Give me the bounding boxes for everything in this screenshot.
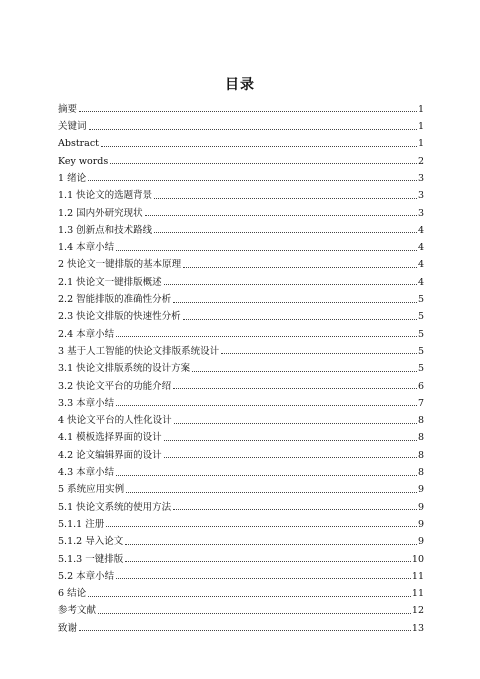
- toc-entry-page: 9: [417, 484, 424, 496]
- toc-entry-page: 7: [417, 397, 424, 409]
- toc-entry-label: 2.3 快论文排版的快速性分析: [58, 311, 181, 323]
- toc-leader-dots: [116, 474, 417, 476]
- toc-leader-dots: [110, 162, 417, 164]
- toc-entry-label: 3.1 快论文排版系统的设计方案: [58, 363, 191, 375]
- toc-entry-page: 4: [417, 242, 424, 254]
- toc-entry-page: 4: [417, 276, 424, 288]
- toc-leader-dots: [116, 249, 417, 251]
- toc-entry-page: 5: [417, 328, 424, 340]
- toc-leader-dots: [98, 612, 411, 614]
- toc-entry-page: 11: [411, 570, 424, 582]
- toc-entry[interactable]: [58, 166, 424, 183]
- toc-entry-label: 5.1.2 导入论文: [58, 536, 124, 548]
- toc-title: 目录: [225, 77, 255, 93]
- toc-leader-dots: [126, 491, 417, 493]
- toc-entry-label: 5.2 本章小结: [58, 570, 115, 582]
- toc-entry-page: 5: [417, 294, 424, 306]
- toc-entry[interactable]: [58, 253, 424, 270]
- toc-entry-page: 5: [417, 363, 424, 375]
- toc-entry[interactable]: [58, 218, 424, 235]
- toc-entry[interactable]: [58, 374, 424, 391]
- toc-entry-label: 1.2 国内外研究现状: [58, 207, 143, 219]
- toc-leader-dots: [125, 543, 417, 545]
- toc-entry-label: 3.2 快论文平台的功能介绍: [58, 380, 172, 392]
- toc-entry-label: 参考文献: [58, 605, 97, 617]
- toc-entry[interactable]: [58, 581, 424, 598]
- toc-entry-page: 3: [417, 207, 424, 219]
- toc-entry[interactable]: [58, 426, 424, 443]
- toc-leader-dots: [174, 422, 417, 424]
- toc-leader-dots: [88, 595, 411, 597]
- toc-leader-dots: [125, 560, 411, 562]
- toc-leader-dots: [183, 266, 417, 268]
- toc-entry-page: 6: [417, 380, 424, 392]
- toc-entry[interactable]: [58, 408, 424, 425]
- toc-entry-label: 致谢: [58, 622, 78, 634]
- toc-entry[interactable]: [58, 391, 424, 408]
- toc-entry[interactable]: [58, 547, 424, 564]
- toc-entry-page: 9: [417, 501, 424, 513]
- toc-entry[interactable]: [58, 322, 424, 339]
- toc-leader-dots: [79, 110, 417, 112]
- toc-leader-dots: [154, 197, 417, 199]
- toc-leader-dots: [183, 318, 417, 320]
- toc-leader-dots: [116, 577, 411, 579]
- toc-entry-label: 2.4 本章小结: [58, 328, 115, 340]
- toc-entry[interactable]: [58, 235, 424, 252]
- toc-entry-label: 1.3 创新点和技术路线: [58, 224, 153, 236]
- toc-entry-page: 9: [417, 518, 424, 530]
- toc-entry[interactable]: [58, 149, 424, 166]
- toc-leader-dots: [173, 508, 417, 510]
- toc-entry-page: 5: [417, 345, 424, 357]
- toc-entry-label: 4.3 本章小结: [58, 467, 115, 479]
- toc-entry-label: 5.1 快论文系统的使用方法: [58, 501, 172, 513]
- toc-entry[interactable]: [58, 356, 424, 373]
- toc-entry-label: 4 快论文平台的人性化设计: [58, 415, 172, 427]
- toc-leader-dots: [192, 370, 417, 372]
- toc-leader-dots: [116, 404, 417, 406]
- toc-entry-page: 4: [417, 224, 424, 236]
- toc-entry[interactable]: [58, 132, 424, 149]
- toc-entry-page: 1: [417, 103, 424, 115]
- toc-list: [58, 97, 424, 633]
- toc-entry-label: 5.1.1 注册: [58, 518, 105, 530]
- toc-entry-label: 关键词: [58, 121, 87, 133]
- toc-leader-dots: [79, 629, 411, 631]
- toc-entry-page: 8: [417, 467, 424, 479]
- toc-entry-label: 3.3 本章小结: [58, 397, 115, 409]
- toc-entry-label: 5.1.3 一键排版: [58, 553, 124, 565]
- toc-entry[interactable]: [58, 512, 424, 529]
- toc-leader-dots: [164, 439, 417, 441]
- toc-entry-page: 11: [411, 588, 424, 600]
- toc-entry-page: 5: [417, 311, 424, 323]
- toc-entry[interactable]: [58, 443, 424, 460]
- toc-entry-page: 3: [417, 190, 424, 202]
- toc-leader-dots: [145, 214, 417, 216]
- toc-entry[interactable]: [58, 201, 424, 218]
- toc-leader-dots: [154, 231, 417, 233]
- toc-leader-dots: [173, 301, 417, 303]
- toc-entry[interactable]: [58, 616, 424, 633]
- toc-leader-dots: [106, 525, 417, 527]
- toc-entry-label: Key words: [58, 155, 109, 167]
- toc-entry-label: Abstract: [58, 138, 99, 150]
- toc-entry[interactable]: [58, 287, 424, 304]
- toc-entry[interactable]: [58, 460, 424, 477]
- toc-entry-page: 12: [411, 605, 424, 617]
- toc-entry-label: 4.1 模板选择界面的设计: [58, 432, 162, 444]
- toc-leader-dots: [221, 352, 417, 354]
- toc-entry-label: 3 基于人工智能的快论文排版系统设计: [58, 345, 220, 357]
- toc-entry[interactable]: [58, 97, 424, 114]
- toc-entry-label: 1.4 本章小结: [58, 242, 115, 254]
- toc-entry-page: 9: [417, 536, 424, 548]
- toc-entry[interactable]: [58, 305, 424, 322]
- toc-entry-label: 摘要: [58, 103, 78, 115]
- toc-entry[interactable]: [58, 183, 424, 200]
- toc-leader-dots: [89, 128, 417, 130]
- toc-entry-label: 6 结论: [58, 588, 87, 600]
- toc-entry-label: 4.2 论文编辑界面的设计: [58, 449, 162, 461]
- toc-entry-page: 3: [417, 172, 424, 184]
- toc-entry-page: 1: [417, 121, 424, 133]
- toc-entry-page: 10: [411, 553, 424, 565]
- toc-entry-page: 13: [411, 622, 424, 634]
- toc-entry[interactable]: [58, 529, 424, 546]
- toc-entry-label: 2.1 快论文一键排版概述: [58, 276, 162, 288]
- toc-entry[interactable]: [58, 478, 424, 495]
- toc-leader-dots: [116, 335, 417, 337]
- toc-entry[interactable]: [58, 564, 424, 581]
- toc-entry-label: 2 快论文一键排版的基本原理: [58, 259, 182, 271]
- toc-entry-label: 1.1 快论文的选题背景: [58, 190, 153, 202]
- toc-leader-dots: [88, 179, 417, 181]
- toc-entry-page: 8: [417, 415, 424, 427]
- toc-entry-page: 4: [417, 259, 424, 271]
- toc-leader-dots: [164, 456, 417, 458]
- toc-entry-label: 1 绪论: [58, 172, 87, 184]
- toc-leader-dots: [101, 145, 417, 147]
- toc-entry[interactable]: [58, 114, 424, 131]
- toc-entry[interactable]: [58, 599, 424, 616]
- toc-entry-page: 1: [417, 138, 424, 150]
- toc-entry[interactable]: [58, 270, 424, 287]
- toc-leader-dots: [173, 387, 417, 389]
- toc-entry-label: 5 系统应用实例: [58, 484, 125, 496]
- toc-entry[interactable]: [58, 339, 424, 356]
- toc-entry-page: 8: [417, 432, 424, 444]
- toc-entry-page: 8: [417, 449, 424, 461]
- toc-entry-label: 2.2 智能排版的准确性分析: [58, 294, 172, 306]
- toc-entry-page: 2: [417, 155, 424, 167]
- toc-entry[interactable]: [58, 495, 424, 512]
- toc-leader-dots: [164, 283, 417, 285]
